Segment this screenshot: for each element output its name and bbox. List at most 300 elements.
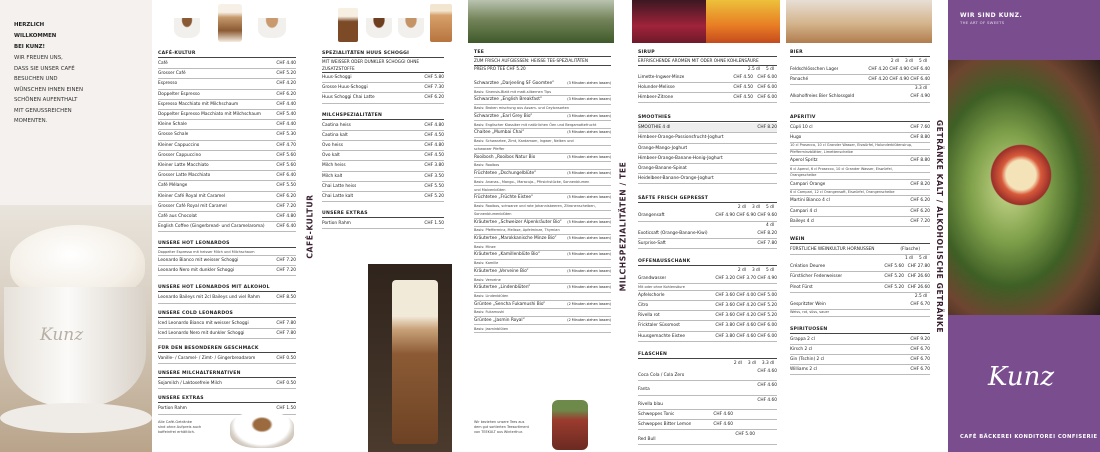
besonderen-list — [158, 354, 296, 364]
price — [733, 420, 755, 429]
section-note: Orangescheibe — [790, 173, 930, 180]
price: CHF 1.50 — [276, 406, 296, 412]
menu-item: Fürstlicher Federweisser CHF 5.20 CHF 26.60 — [790, 272, 930, 282]
price: CHF 5.20 — [424, 194, 444, 200]
price: CHF 7.80 — [276, 320, 296, 326]
steep-time: (5 Minuten ziehen lassen) — [567, 268, 611, 273]
price — [755, 430, 777, 439]
price: CHF 4.50 — [733, 94, 753, 100]
price: CHF 4.20 — [276, 81, 296, 87]
cold-leonardos-list — [158, 319, 296, 339]
steep-time: (5 Minuten ziehen lassen) — [567, 285, 611, 290]
tea-base: und Malvenblüten — [474, 186, 611, 194]
price: CHF 5.20 — [884, 284, 904, 290]
section-note: Doppelter Espresso mit heisser Milch und Milchschaum — [158, 249, 296, 256]
menu-item: Campari 4 cl CHF 6.20 — [790, 207, 930, 217]
price: CHF 7.20 — [276, 203, 296, 209]
section-note: 6 cl Campari, 12 cl Orangensaft, Eiswürfel, Orangenscheibe — [790, 190, 930, 197]
menu-item: Surprise-Saft CHF 7.80 — [638, 239, 777, 249]
section-title: SPIRITUOSEN — [790, 327, 930, 334]
menu-item: Himbeer-Orange-Passionsfrucht-Joghurt — [638, 133, 777, 143]
tea-item: Schwarztee „Darjeeling SF Goomtee“ (3 Minuten ziehen lassen) — [474, 80, 611, 88]
menu-item: Apfelschorle CHF 3.60 CHF 4.00 CHF 5.00 — [638, 291, 777, 301]
menu-item: Huusgemachte Eistee CHF 3.80 CHF 4.60 CHF 6.00 — [638, 332, 777, 342]
price-group — [714, 211, 777, 220]
price: CHF 4.50 — [424, 153, 444, 159]
price-group — [714, 274, 777, 283]
price: CHF 3.60 — [715, 313, 735, 319]
kunz-heading: WIR SIND KUNZ. — [960, 12, 1023, 19]
price: CHF 4.00 — [736, 292, 756, 298]
cocktail-photo — [786, 0, 932, 43]
price: CHF 7.80 — [276, 330, 296, 336]
menu-item: Caotina heiss CHF 4.80 — [322, 121, 444, 131]
schoggi-list — [322, 73, 444, 104]
price: CHF 27.80 — [907, 264, 930, 270]
menu-item: Rivella blau CHF 4.60 — [638, 396, 777, 410]
menu-item: Orange-Banane-Spinat — [638, 164, 777, 174]
menu-item: Caotina kalt CHF 4.50 — [322, 131, 444, 141]
price: CHF 4.80 — [424, 122, 444, 128]
section-subtitle: ZUM FRISCH AUFGIESSEN: HEISSE TEE-SPEZIALITÄTEN — [474, 58, 611, 66]
aperitiv-list-3 — [790, 180, 930, 190]
section-title: CAFÉ-KULTUR — [158, 51, 296, 58]
section-spirituosen — [790, 327, 930, 376]
steep-time: (2 Minuten ziehen lassen) — [567, 301, 611, 306]
section-title: UNSERE HOT LEONARDOS — [158, 241, 296, 248]
price: CHF 5.20 — [757, 302, 777, 308]
tea-base: Basis: Sinensis-Blatt mit matt-silbernen Tips — [474, 88, 611, 96]
welcome-heading: HERZLICH WILLKOMMEN BEI KUNZ! — [14, 22, 57, 50]
price-group — [867, 75, 930, 84]
section-schoggi — [322, 51, 444, 104]
tea-item: Kräutertee „Kamillenblüte Bio“ (5 Minuten ziehen lassen) — [474, 251, 611, 259]
price: CHF 5.60 — [884, 264, 904, 270]
menu-item: Williams 2 cl CHF 6.70 — [790, 365, 930, 375]
espresso-cup-image — [174, 18, 200, 38]
flaschen-list — [638, 367, 777, 445]
vertical-label-milch-tee: MILCHSPEZIALITÄTEN / TEE — [618, 161, 628, 291]
section-title: UNSERE EXTRAS — [322, 211, 444, 218]
price: CHF 4.90 — [910, 94, 930, 100]
price: CHF 3.50 — [424, 173, 444, 179]
aperitiv-list — [790, 123, 930, 143]
steep-time: (2 Minuten ziehen lassen) — [567, 318, 611, 323]
menu-item: Martini Bianco 4 cl CHF 6.20 — [790, 196, 930, 206]
price: CHF 5.80 — [424, 75, 444, 80]
price-group — [729, 83, 777, 92]
section-title: OFFENAUSSCHANK — [638, 259, 777, 266]
tea-item: Früchtetee „Früchte Eistee“ (5 Minuten ziehen lassen) — [474, 194, 611, 202]
price: CHF 5.40 — [276, 112, 296, 118]
steep-time: (5 Minuten ziehen lassen) — [567, 195, 611, 200]
steep-time: (5 Minuten ziehen lassen) — [567, 130, 611, 135]
tea-item: Kräutertee „Lindenblüten“ (5 Minuten ziehen lassen) — [474, 284, 611, 292]
price: CHF 4.40 — [276, 61, 296, 66]
price: CHF 7.20 — [910, 218, 930, 224]
tee-list — [474, 80, 611, 333]
cups-photo — [158, 0, 296, 44]
section-offenausschank — [638, 259, 777, 342]
price-group — [714, 311, 777, 320]
tea-item: Kräutertee „Verveine Bio“ (5 Minuten ziehen lassen) — [474, 268, 611, 276]
section-aperitiv — [790, 115, 930, 227]
price: CHF 0.50 — [276, 356, 296, 362]
price: CHF 4.60 — [757, 397, 777, 403]
price: CHF 8.20 — [910, 181, 930, 187]
kunz-tagline: THE ART OF SWEETS — [960, 20, 1005, 25]
menu-item: Création Deuree CHF 5.60 CHF 27.80 — [790, 262, 930, 272]
price: CHF 4.90 — [889, 77, 909, 83]
section-title: SIRUP — [638, 50, 777, 57]
aperitiv-list-4 — [790, 196, 930, 227]
tea-base: Sonnenblumenblüten — [474, 211, 611, 219]
price: CHF 4.80 — [276, 214, 296, 220]
cup-logo: Kunz — [40, 325, 84, 345]
price: CHF 4.40 — [276, 101, 296, 107]
price — [755, 410, 777, 419]
menu-item: Doppelter Espresso CHF 6.20 — [158, 90, 296, 100]
menu-item: Himbeer-Zitrone CHF 4.50 CHF 6.00 — [638, 93, 777, 103]
menu-item: Red Bull CHF 5.00 — [638, 430, 777, 444]
menu-item: Huus-Schoggi CHF 5.80 — [322, 73, 444, 83]
price-group — [711, 367, 777, 376]
espresso-saucer-image — [230, 412, 294, 448]
section-note: Weiss, rot, süss, sauer — [790, 310, 930, 317]
menu-item: Heidelbeer-Banane-Orange-Joghurt — [638, 174, 777, 184]
steep-time: (5 Minuten ziehen lassen) — [567, 236, 611, 241]
price: CHF 4.20 — [868, 77, 888, 83]
section-title: UNSERE HOT LEONARDOS MIT ALKOHOL — [158, 285, 296, 292]
price: CHF 4.60 — [736, 323, 756, 329]
iced-tea-glass-image — [552, 400, 588, 450]
steep-time: (5 Minuten ziehen lassen) — [567, 252, 611, 257]
section-saefte — [638, 196, 777, 249]
price — [733, 381, 755, 390]
price: CHF 6.00 — [757, 94, 777, 100]
tea-base: Basis: Schwarztee, Zimt, Kardamom, Ingwer, Nelken und — [474, 138, 611, 146]
tea-base: Basis: Ananas-, Mango-, Maracuja-, Pfirsichstücke, Sonnenblumen — [474, 178, 611, 186]
price: CHF 7.20 — [276, 268, 296, 274]
section-extras-2 — [322, 211, 444, 229]
menu-item: Cüpli 10 cl CHF 7.60 — [790, 123, 930, 133]
menu-item: Grosse Schale CHF 5.30 — [158, 130, 296, 140]
price: CHF 7.20 — [276, 258, 296, 264]
menu-item: Orange-Mango-Joghurt — [638, 144, 777, 154]
price — [711, 367, 733, 376]
tea-base: Basis: Fukamushi — [474, 309, 611, 317]
tea-base: Basis: Lindenblüten — [474, 293, 611, 301]
menu-item: Portion Rahm CHF 1.50 — [322, 219, 444, 229]
menu-item: Doppelter Espresso Macchiato mit Milchschaum CHF 5.40 — [158, 110, 296, 120]
juice-photos — [632, 0, 780, 43]
price-group — [711, 396, 777, 405]
price: CHF 6.40 — [910, 67, 930, 72]
spirituosen-list — [790, 335, 930, 376]
latte-glass-image — [218, 4, 242, 42]
price: CHF 3.20 — [715, 275, 735, 281]
section-milch — [322, 113, 444, 203]
menu-item: Leonardo Bianco mit weisser Schoggi CHF 7.20 — [158, 256, 296, 266]
kunz-panel — [948, 0, 1100, 452]
offen-list — [638, 274, 777, 284]
menu-item: Holunder-Melisse CHF 4.50 CHF 6.00 — [638, 83, 777, 93]
steep-time: (5 Minuten ziehen lassen) — [567, 219, 611, 224]
section-subtitle: MIT WEISSER ODER DUNKLER SCHOGGI OHNE ZUSATZSTOFFE — [322, 59, 444, 73]
price: CHF 7.80 — [757, 240, 777, 246]
menu-item: Panaché CHF 4.20 CHF 4.90 CHF 6.40 — [790, 75, 930, 85]
price: CHF 6.90 — [736, 213, 756, 219]
price: CHF 4.90 — [757, 275, 777, 281]
welcome-block — [14, 20, 144, 127]
section-tee — [474, 50, 611, 333]
cappuccino-photo — [0, 205, 152, 452]
section-note: 6 cl Aperol, 6 cl Prosecco, 10 cl Grander Wasser, Eiswürfel, — [790, 166, 930, 173]
menu-item: Hugo CHF 8.80 — [790, 133, 930, 143]
price — [755, 420, 777, 429]
price: CHF 4.50 — [733, 84, 753, 90]
price-group — [714, 291, 777, 300]
salad-garnish — [986, 140, 1056, 210]
price: CHF 4.20 — [736, 313, 756, 319]
bier-list — [790, 65, 930, 85]
section-sirup — [638, 50, 777, 103]
chai-glass-image — [430, 4, 452, 42]
menu-item: Orangensaft CHF 4.90 CHF 6.90 CHF 9.60 — [638, 211, 777, 221]
price: CHF 3.80 — [715, 323, 735, 329]
tea-plantation-photo — [468, 0, 614, 43]
price: CHF 6.70 — [910, 367, 930, 373]
price: CHF 26.60 — [907, 274, 930, 280]
section-subtitle: PREIS PRO TEE CHF 5.20 — [474, 65, 526, 71]
section-title: TEE — [474, 50, 611, 57]
price: CHF 5.60 — [276, 152, 296, 158]
section-bier — [790, 50, 930, 103]
smoothies-list — [638, 133, 777, 184]
price: CHF 4.50 — [424, 132, 444, 138]
section-wein — [790, 237, 930, 317]
tea-item: Kräutertee „Schweizer Alpenkräuter Bio“ (5 Minuten ziehen lassen) — [474, 219, 611, 227]
price: CHF 5.00 — [757, 292, 777, 298]
steep-time: (3 Minuten ziehen lassen) — [567, 81, 611, 85]
steep-time: (5 Minuten ziehen lassen) — [567, 170, 611, 175]
price: CHF 5.30 — [276, 132, 296, 138]
menu-item: Campari Orange CHF 8.20 — [790, 180, 930, 190]
price: CHF 5.20 — [757, 313, 777, 319]
salad-photo — [948, 60, 1100, 315]
menu-item: Café CHF 4.40 — [158, 59, 296, 69]
price: CHF 6.00 — [757, 323, 777, 329]
cafe-kultur-list — [158, 59, 296, 232]
menu-item: Grandwasser CHF 3.20 CHF 3.70 CHF 4.90 — [638, 274, 777, 284]
price: CHF 3.60 — [715, 302, 735, 308]
menu-item: Iced Leonardo Bianco mit weisser Schoggi CHF 7.80 — [158, 319, 296, 329]
price: CHF 6.00 — [757, 74, 777, 80]
price: CHF 6.70 — [910, 356, 930, 362]
price-group — [878, 283, 930, 292]
tea-base: Basis: Rooibos — [474, 162, 611, 170]
price: CHF 4.20 — [736, 302, 756, 308]
hot-alkohol-list — [158, 293, 296, 303]
menu-item: Chai Latte heiss CHF 5.50 — [322, 182, 444, 192]
section-smoothies — [638, 115, 777, 184]
price: CHF 4.70 — [276, 142, 296, 148]
menu-item: Café Mélange CHF 5.50 — [158, 181, 296, 191]
tea-item: Grüntee „Jasmin Royal“ (2 Minuten ziehen lassen) — [474, 317, 611, 325]
menu-item: Kleiner Cappuccino CHF 4.70 — [158, 141, 296, 151]
section-title: APERITIV — [790, 115, 930, 122]
price: CHF 4.60 — [757, 383, 777, 389]
section-note: 10 cl Prosecco, 10 cl Grander Wasser, Eiswürfel, Holunderblütensirup, — [790, 143, 930, 150]
menu-item: Feldschlösschen Lager CHF 4.20 CHF 4.90 CHF 6.40 — [790, 65, 930, 75]
menu-item: Milch heiss CHF 3.80 — [322, 161, 444, 171]
menu-item: Kleiner Latte Macchiato CHF 5.60 — [158, 161, 296, 171]
price — [711, 430, 733, 439]
price-group — [711, 420, 777, 429]
price-group — [711, 410, 777, 419]
section-cafe-kultur — [158, 51, 296, 232]
price: CHF 8.20 — [757, 230, 777, 236]
price: CHF 4.40 — [276, 122, 296, 128]
section-title: BIER — [790, 50, 930, 57]
sirup-list — [638, 73, 777, 104]
section-title: MILCHSPEZIALITÄTEN — [322, 113, 444, 120]
section-title: WEIN — [790, 237, 930, 244]
menu-item: Pinot Fürst CHF 5.20 CHF 26.60 — [790, 283, 930, 293]
section-title: UNSERE EXTRAS — [158, 396, 296, 403]
menu-item: Rivella rot CHF 3.60 CHF 4.20 CHF 5.20 — [638, 311, 777, 321]
section-title: SMOOTHIES — [638, 115, 777, 122]
cappuccino-cup-image — [258, 18, 286, 38]
price: CHF 7.60 — [910, 124, 930, 130]
price: CHF 4.20 — [868, 67, 888, 72]
price-group — [878, 262, 930, 271]
menu-item: Gespritzter Wein CHF 6.70 — [790, 300, 930, 310]
footnote-decaf: Alle Café-Getränke sind ohne Aufpreis auch koffeinfrei erhältlich. — [158, 420, 202, 434]
saefte-list-2 — [638, 229, 777, 249]
menu-item: Café aus Chocolat CHF 4.80 — [158, 212, 296, 222]
price — [733, 367, 755, 376]
menu-item: Milch kalt CHF 3.50 — [322, 172, 444, 182]
extras-list — [322, 219, 444, 229]
price: CHF 6.00 — [757, 333, 777, 339]
column-header: 2 dl 3 dl 5 dl — [890, 59, 927, 64]
menu-item: Grosser Café Royal mit Caramel CHF 7.20 — [158, 202, 296, 212]
menu-item: Grappa 2 cl CHF 9.20 — [790, 335, 930, 345]
price: CHF 5.20 — [884, 274, 904, 280]
price: CHF 3.80 — [715, 333, 735, 339]
chocolate-glass-photo — [368, 264, 452, 452]
price: CHF 4.60 — [713, 411, 733, 417]
price: CHF 6.40 — [276, 173, 296, 179]
price-group — [714, 301, 777, 310]
menu-item: Kleiner Café Royal mit Caramel CHF 6.20 — [158, 192, 296, 202]
price: CHF 5.50 — [276, 183, 296, 189]
menu-item: Ovo kalt CHF 4.50 — [322, 151, 444, 161]
price: CHF 4.90 — [715, 213, 735, 219]
kalt-column — [632, 0, 780, 452]
wein-subtitle: FÜRSTLICHE WEINKULTUR HORNUSSEN (Flasche) — [790, 245, 930, 255]
price: CHF 4.90 — [889, 67, 909, 72]
section-hot-alkohol — [158, 285, 296, 303]
price: CHF 5.20 — [276, 71, 296, 77]
tee-column — [468, 0, 614, 452]
tea-base: Basis: Pfefferminz, Melisse, Apfelminze, Thymian — [474, 227, 611, 235]
tea-base: Basis: Broken mischung aus Assam- und Ceylonsorten — [474, 105, 611, 113]
section-title: SPEZIALITÄTEN HUUS SCHOGGI — [322, 51, 444, 58]
section-subtitle: ERFRISCHENDE AROMEN MIT ODER OHNE KOHLENSÄURE — [638, 58, 777, 66]
section-flaschen — [638, 352, 777, 445]
footnote-teekult: Wir beziehen unsere Tees aus dem gut sortierten Teesortiment von TEEKULT aus Winterthur. — [474, 420, 529, 434]
price: CHF 9.20 — [910, 336, 930, 342]
price: CHF 6.70 — [910, 301, 930, 307]
section-title: FÜR DEN BESONDEREN GESCHMACK — [158, 346, 296, 353]
price-group — [711, 430, 777, 439]
menu-item: Baileys 4 cl CHF 7.20 — [790, 217, 930, 227]
menu-item: Himbeer-Orange-Banane-Honig-Joghurt — [638, 154, 777, 164]
menu-item: SMOOTHIE 4 dl CHF 8.20 — [638, 123, 777, 133]
wein-list — [790, 262, 930, 293]
menu-item: Vanille- / Caramel- / Zimt- / Gingerbreadarom CHF 0.50 — [158, 354, 296, 364]
price: CHF 1.50 — [424, 221, 444, 227]
menu-item: Schweppes Bitter Lemon CHF 4.60 — [638, 420, 777, 430]
tea-item: Grüntee „Sencha Fukamushi Bio“ (2 Minuten ziehen lassen) — [474, 301, 611, 309]
menu-item: Leonardo Nero mit dunkler Schoggi CHF 7.20 — [158, 266, 296, 276]
menu-item: Grosser Cappuccino CHF 5.60 — [158, 151, 296, 161]
tea-base: Basis: Kamille — [474, 260, 611, 268]
price-group — [867, 65, 930, 74]
price-group — [729, 93, 777, 102]
price-group — [878, 272, 930, 281]
column-header: 1 dl 5 dl — [904, 256, 927, 262]
menu-item: Ovo heiss CHF 4.80 — [322, 141, 444, 151]
tea-item: Kräutertee „Marokkanische Minze Bio“ (5 Minuten ziehen lassen) — [474, 235, 611, 243]
tea-base: Basis: Jasminblüten — [474, 325, 611, 333]
alkohol-column — [786, 0, 932, 452]
price: CHF 6.20 — [910, 208, 930, 214]
tea-base: schwarzer Pfeffer — [474, 146, 611, 154]
price: CHF 6.00 — [757, 84, 777, 90]
column-header: 3.3 dl — [914, 86, 927, 92]
welcome-text: WIR FREUEN UNS, DASS SIE UNSER CAFÉ BESUCHEN UND WÜNSCHEN IHNEN EINEN SCHÖNEN AUFENTHALT MIT GENUSSREICHEN MOMENTEN. — [14, 55, 83, 124]
column-header: 2 dl 3 dl 3.3 dl — [733, 360, 774, 366]
wein-list-2 — [790, 300, 930, 310]
kunz-logo: Kunz — [988, 362, 1055, 392]
menu-item: Leonardo Baileys mit 2cl Baileys und viel Rahm CHF 8.50 — [158, 293, 296, 303]
price — [733, 410, 755, 419]
menu-item: Grosser Latte Macchiato CHF 6.40 — [158, 171, 296, 181]
menu-item: Espresso Macchiato mit Milchschaum CHF 4.40 — [158, 100, 296, 110]
price: CHF 6.40 — [276, 224, 296, 230]
menu-item: English Coffee (Gingerbread- und Caramelaroma) CHF 6.40 — [158, 222, 296, 232]
price — [711, 396, 733, 405]
hot-chocolate-glass-image — [338, 8, 358, 42]
chai-cup-image — [398, 18, 424, 38]
kunz-footer: CAFÉ BÄCKEREI KONDITOREI CONFISERIE — [960, 434, 1098, 440]
price: CHF 4.60 — [757, 368, 777, 374]
tea-item: Schwarztee „Earl Grey Bio“ (3 Minuten ziehen lassen) — [474, 113, 611, 121]
price: CHF 5.50 — [424, 183, 444, 189]
price — [733, 396, 755, 405]
saefte-list — [638, 211, 777, 221]
menu-item: Iced Leonardo Nero mit dunkler Schoggi CHF 7.80 — [158, 329, 296, 339]
price: CHF 4.80 — [424, 143, 444, 149]
price: CHF 4.60 — [736, 333, 756, 339]
hot-leonardos-list — [158, 256, 296, 276]
menu-item: Grosse Huus-Schoggi CHF 7.30 — [322, 83, 444, 93]
menu-item: Coca Cola / Cola Zero CHF 4.60 — [638, 367, 777, 381]
menu-item: Schweppes Tonic CHF 4.60 — [638, 410, 777, 420]
